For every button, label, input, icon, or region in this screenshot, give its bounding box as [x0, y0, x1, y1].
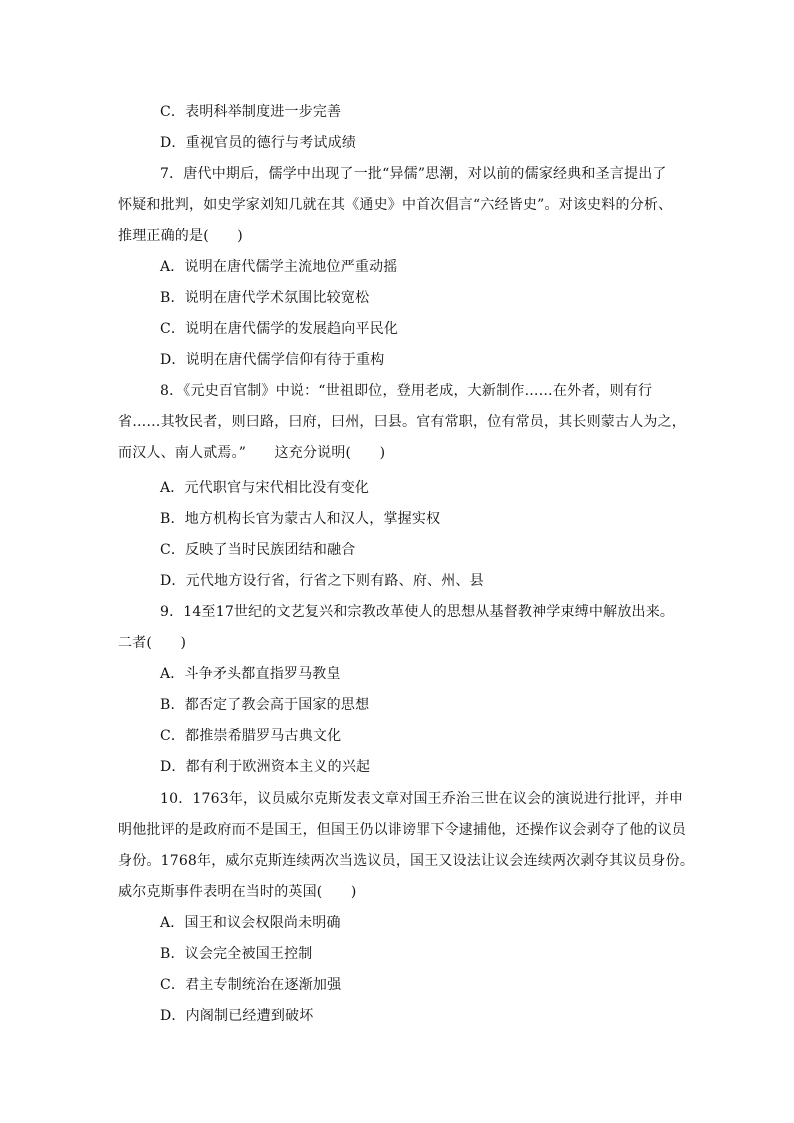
option-c-q7: C．说明在唐代儒学的发展趋向平民化 — [160, 321, 399, 337]
option-b-q9: B．都否定了教会高于国家的思想 — [160, 697, 370, 713]
option-c-q9: C．都推崇希腊罗马古典文化 — [160, 728, 342, 744]
option-d-q10: D．内阁制已经遭到破坏 — [160, 1008, 314, 1024]
question-10-stem-line-4: 威尔克斯事件表明在当时的英国( ) — [118, 884, 357, 900]
question-7-stem-line-1: 7．唐代中期后，儒学中出现了一批“异儒”思潮，对以前的儒家经典和圣言提出了 — [160, 166, 667, 182]
question-10-stem-line-2: 明他批评的是政府而不是国王，但国王仍以诽谤罪下令逮捕他，还操作议会剥夺了他的议员 — [118, 822, 686, 838]
question-8-stem-line-2: 省……其牧民者，则曰路，曰府，曰州，曰县。官有常职，位有常员，其长则蒙古人为之， — [118, 414, 686, 430]
option-c-q8: C．反映了当时民族团结和融合 — [160, 542, 356, 558]
question-10-stem-line-3: 身份。1768年，威尔克斯连续两次当选议员，国王又设法让议会连续两次剥夺其议员身份。 — [118, 853, 695, 869]
option-a-q8: A．元代职官与宋代相比没有变化 — [160, 480, 370, 496]
question-8-stem-line-3: 而汉人、南人贰焉。” 这充分说明( ) — [118, 445, 386, 461]
option-d-q6: D．重视官员的德行与考试成绩 — [160, 135, 357, 151]
option-a-q10: A．国王和议会权限尚未明确 — [160, 915, 341, 931]
question-8-stem-line-1: 8．《元史百官制》中说：“世祖即位，登用老成，大新制作……在外者，则有行 — [160, 383, 653, 399]
option-a-q9: A．斗争矛头都直指罗马教皇 — [160, 666, 341, 682]
option-a-q7: A．说明在唐代儒学主流地位严重动摇 — [160, 259, 398, 275]
option-d-q8: D．元代地方设行省，行省之下则有路、府、州、县 — [160, 573, 484, 589]
option-b-q8: B．地方机构长官为蒙古人和汉人，掌握实权 — [160, 511, 441, 527]
option-c-q10: C．君主专制统治在逐渐加强 — [160, 977, 342, 993]
question-7-stem-line-2: 怀疑和批判，如史学家刘知几就在其《通史》中首次倡言“六经皆史”。对该史料的分析、 — [118, 197, 673, 213]
question-7-stem-line-3: 推理正确的是( ) — [118, 228, 243, 244]
option-d-q9: D．都有利于欧洲资本主义的兴起 — [160, 759, 371, 775]
question-9-stem-line-2: 二者( ) — [118, 635, 187, 651]
option-d-q7: D．说明在唐代儒学信仰有待于重构 — [160, 352, 385, 368]
question-10-stem-line-1: 10．1763年，议员威尔克斯发表文章对国王乔治三世在议会的演说进行批评，并申 — [160, 791, 684, 807]
question-9-stem-line-1: 9．14至17世纪的文艺复兴和宗教改革使人的思想从基督教神学束缚中解放出来。 — [160, 604, 675, 620]
option-b-q7: B．说明在唐代学术氛围比较宽松 — [160, 290, 370, 306]
option-c-q6: C．表明科举制度进一步完善 — [160, 104, 342, 120]
option-b-q10: B．议会完全被国王控制 — [160, 946, 313, 962]
